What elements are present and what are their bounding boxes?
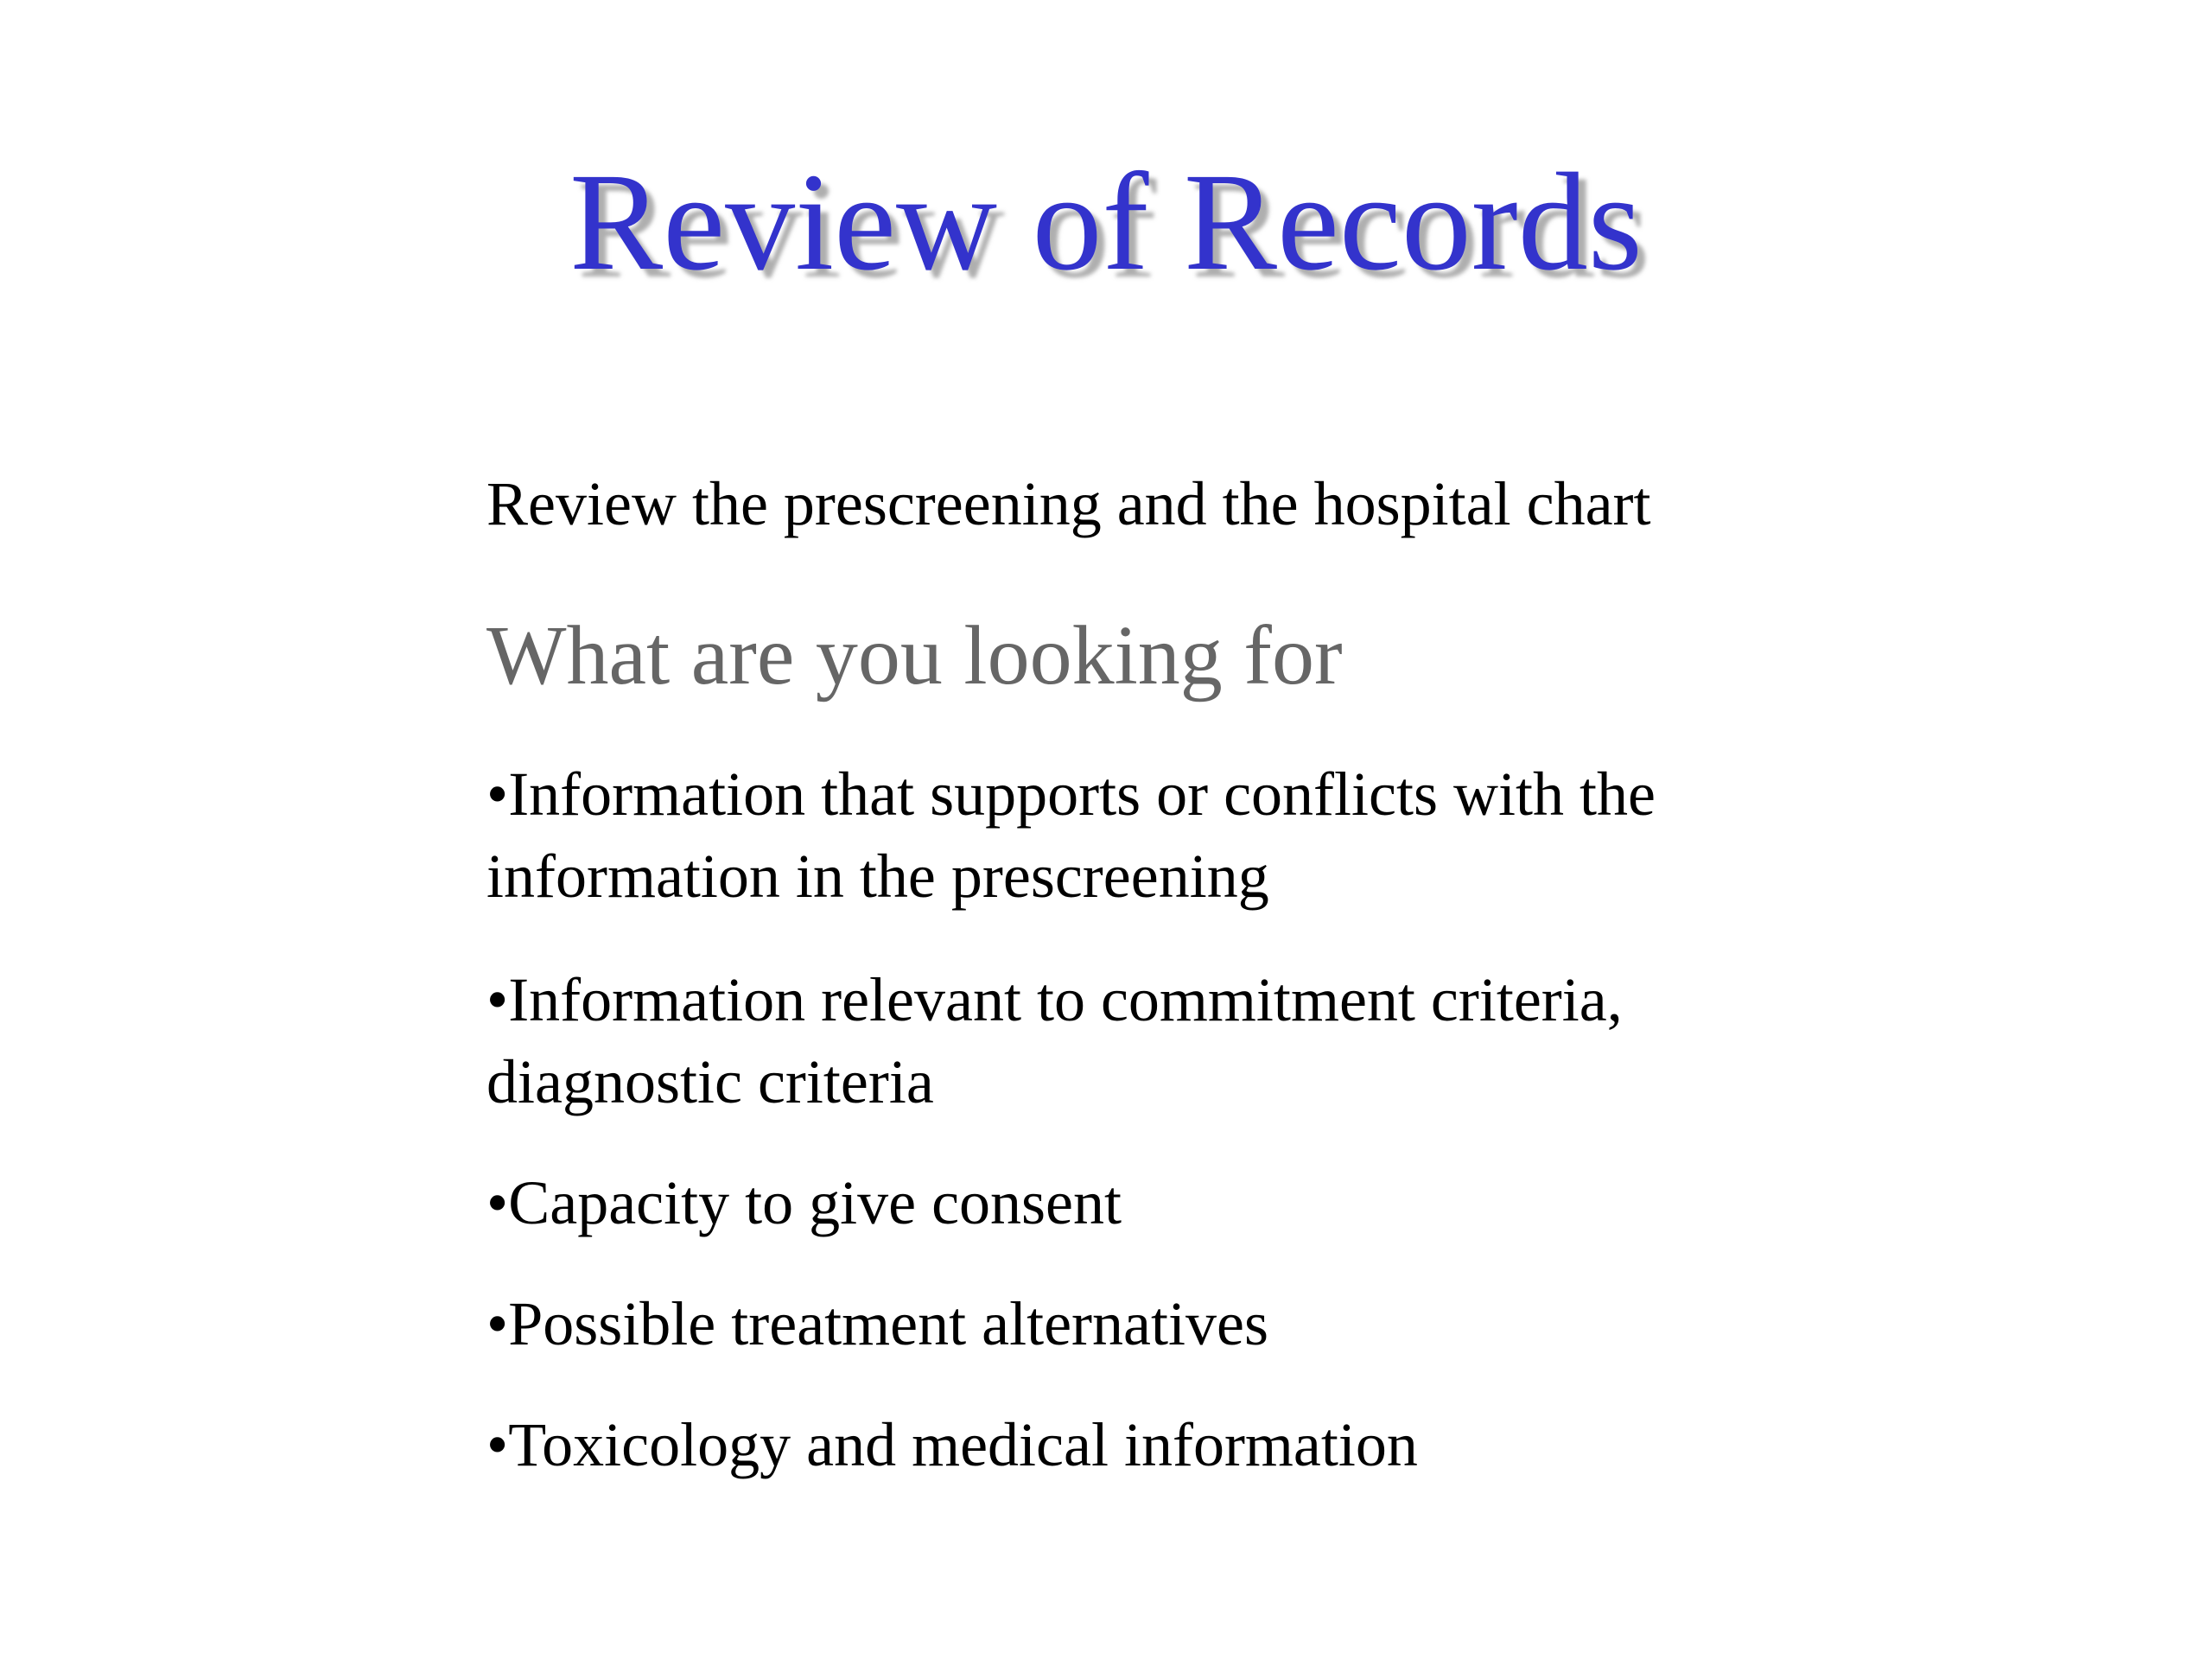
bullet-item: •Toxicology and medical information bbox=[486, 1410, 1418, 1479]
intro-text: Review the prescreening and the hospital chart bbox=[486, 469, 1651, 538]
bullet-item: •Information relevant to commitment criteria, diagnostic criteria bbox=[486, 965, 1623, 1116]
subheading: What are you looking for bbox=[486, 609, 1343, 702]
bullet-item: •Information that supports or conflicts with the information in the prescreening bbox=[486, 760, 1656, 911]
bullet-list bbox=[486, 753, 1834, 1528]
bullet-item: •Possible treatment alternatives bbox=[486, 1289, 1268, 1358]
slide-title: Review of Records bbox=[569, 145, 1643, 300]
bullet-item: •Capacity to give consent bbox=[486, 1168, 1122, 1237]
